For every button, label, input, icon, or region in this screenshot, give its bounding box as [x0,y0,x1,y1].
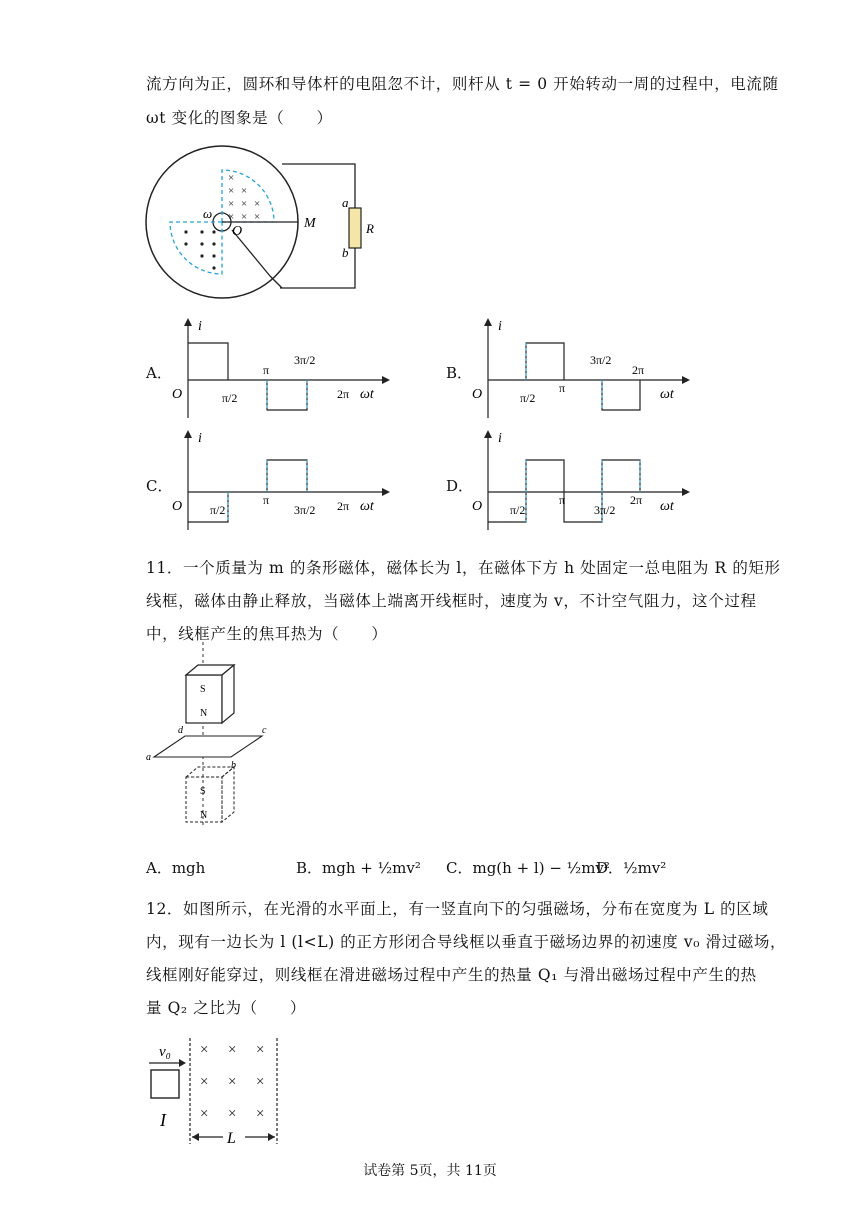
svg-text:π/2: π/2 [210,503,226,517]
svg-text:N: N [200,810,208,821]
svg-text:×: × [200,1042,209,1058]
svg-text:×: × [256,1106,265,1122]
q11-text-line3: 中，线框产生的焦耳热为（ ） [146,625,388,643]
q12-text-line4: 量 Q₂ 之比为（ ） [146,999,306,1017]
svg-text:b: b [231,760,236,771]
option-a-graph[interactable] [170,318,390,418]
svg-text:i: i [198,319,202,334]
svg-text:ωt: ωt [660,387,674,402]
svg-text:O: O [172,499,183,514]
svg-text:×: × [200,1106,209,1122]
svg-text:3π/2: 3π/2 [294,503,316,517]
svg-text:N: N [200,708,208,719]
svg-text:π/2: π/2 [520,391,536,405]
svg-text:2π: 2π [630,493,643,507]
svg-text:3π/2: 3π/2 [294,353,316,367]
q10-text-line1: 流方向为正，圆环和导体杆的电阻忽不计，则杆从 t = 0 开始转动一周的过程中，电流随 [146,75,779,93]
option-d-graph[interactable] [470,430,690,530]
svg-text:2π: 2π [337,499,350,513]
svg-text:×: × [256,1042,265,1058]
svg-text:ωt: ωt [360,387,374,402]
svg-text:×: × [241,185,248,197]
svg-text:2π: 2π [337,387,350,401]
svg-text:×: × [256,1074,265,1090]
option-c-label[interactable]: C． [146,477,173,495]
svg-text:π/2: π/2 [222,391,238,405]
q10-text-line2: ωt 变化的图象是（ ） [146,109,333,127]
svg-text:i: i [498,431,502,446]
svg-text:×: × [228,172,235,184]
q12-text-line1: 12．如图所示，在光滑的水平面上，有一竖直向下的匀强磁场，分布在宽度为 L 的区域 [146,900,769,918]
svg-text:π: π [263,493,270,507]
svg-text:O: O [472,499,483,514]
q11-text-line2: 线框，磁体由静止释放，当磁体上端离开线框时，速度为 v，不计空气阻力，这个过程 [146,592,757,610]
svg-text:3π/2: 3π/2 [590,353,612,367]
svg-text:3π/2: 3π/2 [594,503,616,517]
q12-field-figure [145,1036,290,1146]
label-b: b [342,245,349,260]
svg-text:×: × [200,1074,209,1090]
option-d-label[interactable]: D． [446,477,474,495]
label-o: O [232,224,243,239]
svg-text:d: d [178,725,183,736]
svg-text:×: × [241,198,248,210]
option-c-graph[interactable] [170,430,390,530]
svg-text:π: π [559,381,566,395]
q11-option-b[interactable]: B．mgh + ½mv² [296,859,421,877]
option-b-graph[interactable] [470,318,690,418]
svg-text:O: O [172,387,183,402]
svg-text:×: × [228,211,235,223]
svg-text:×: × [228,1042,237,1058]
q11-option-d[interactable]: D．½mv² [596,859,667,877]
svg-text:L: L [227,1130,236,1147]
svg-text:S: S [200,786,206,797]
svg-text:×: × [228,185,235,197]
svg-text:a: a [146,752,151,763]
svg-text:O: O [472,387,483,402]
svg-text:π: π [559,493,566,507]
q11-magnet-figure [140,640,290,830]
svg-text:×: × [254,198,261,210]
option-a-label[interactable]: A． [146,364,172,382]
svg-text:π/2: π/2 [510,503,526,517]
page-footer: 试卷第 5页，共 11页 [363,1163,497,1179]
svg-text:2π: 2π [632,363,645,377]
q12-text-line2: 内，现有一边长为 l (l<L) 的正方形闭合导线框以垂直于磁场边界的初速度 v₀ 滑过磁场， [146,933,787,951]
svg-text:i: i [498,319,502,334]
q11-option-c[interactable]: C．mg(h + l) − ½mv² [446,859,610,877]
svg-text:×: × [241,211,248,223]
q12-text-line3: 线框刚好能穿过，则线框在滑进磁场过程中产生的热量 Q₁ 与滑出磁场过程中产生的热 [146,966,757,984]
svg-text:v₀: v₀ [159,1044,171,1060]
svg-text:ωt: ωt [660,499,674,514]
label-m: M [304,216,316,231]
label-r: R [366,221,374,236]
option-b-label[interactable]: B． [446,364,473,382]
q11-text-line1: 11．一个质量为 m 的条形磁体，磁体长为 l，在磁体下方 h 处固定一总电阻为 R 的矩形 [146,559,781,577]
label-a: a [342,195,349,210]
q10-ring-figure [140,140,374,300]
svg-text:×: × [228,1074,237,1090]
svg-text:π: π [263,363,270,377]
q11-option-a[interactable]: A．mgh [146,859,206,877]
svg-text:×: × [228,1106,237,1122]
svg-text:×: × [254,211,261,223]
svg-text:S: S [200,684,206,695]
svg-text:i: i [198,431,202,446]
svg-text:ωt: ωt [360,499,374,514]
label-omega: ω [203,206,213,221]
svg-text:×: × [228,198,235,210]
svg-text:c: c [262,725,267,736]
svg-text:I: I [160,1110,166,1130]
